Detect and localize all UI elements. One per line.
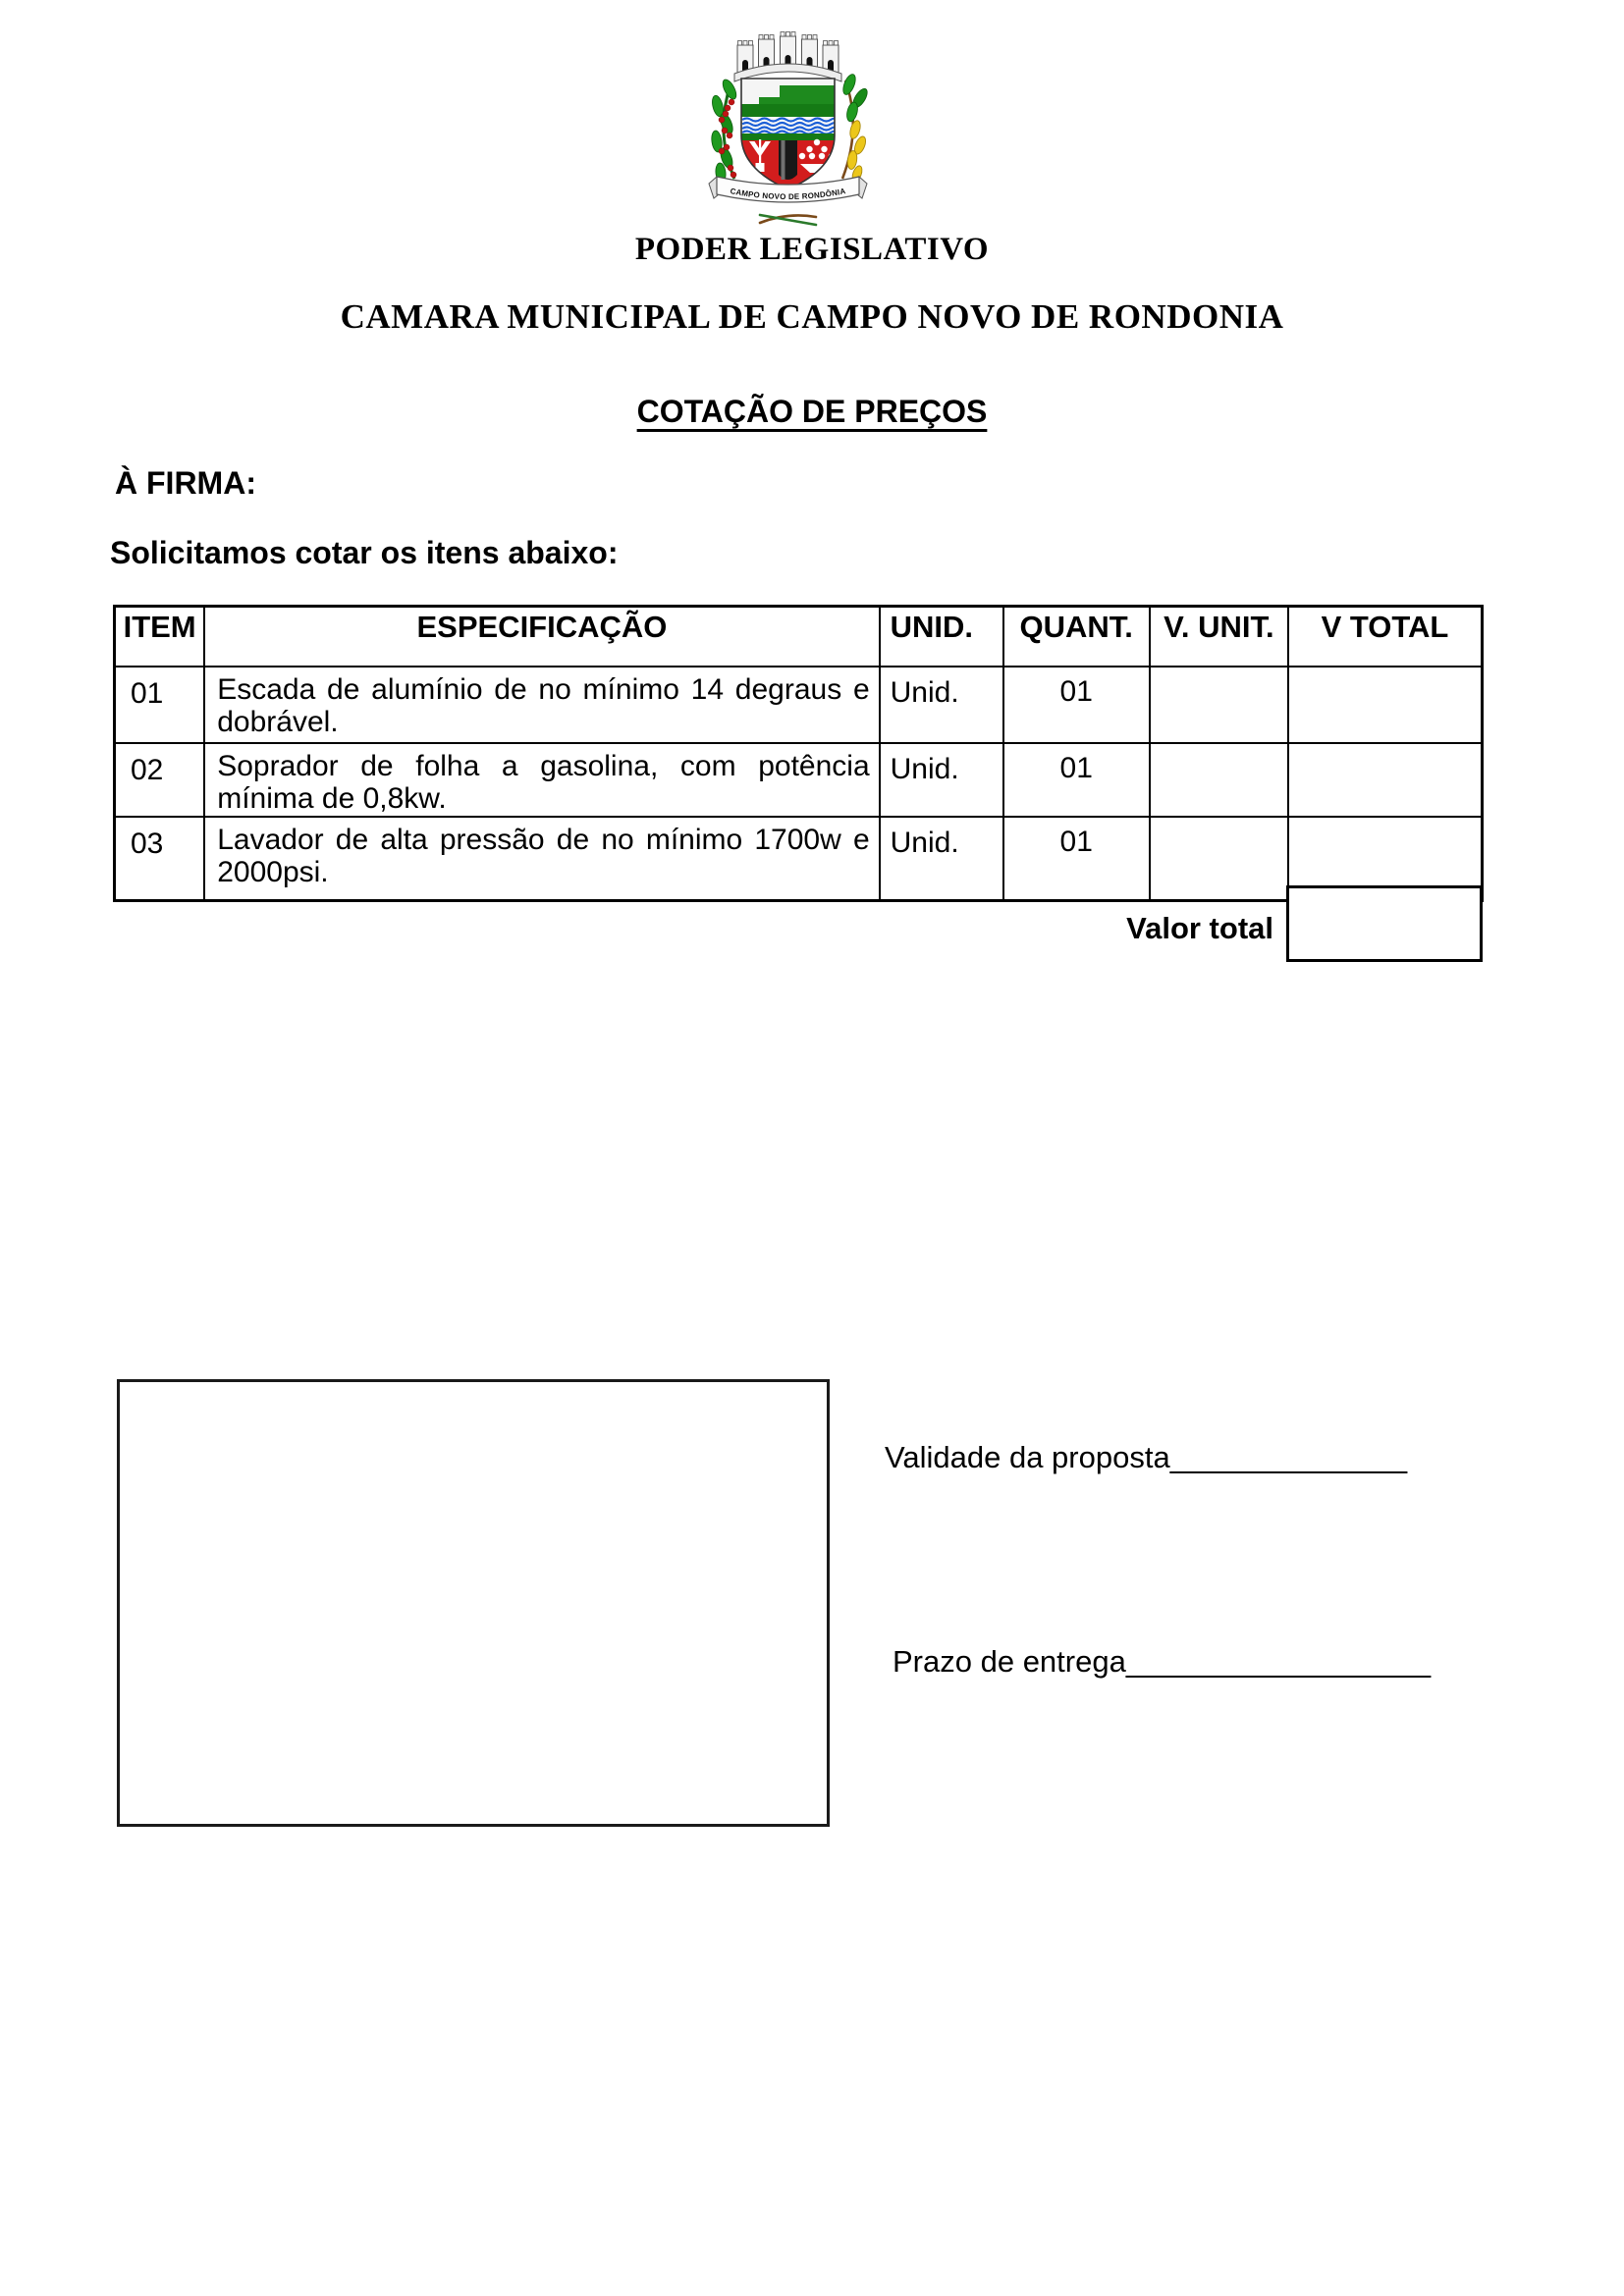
blank-notes-box: [117, 1379, 830, 1827]
delivery-deadline-line: Prazo de entrega__________________: [893, 1644, 1432, 1679]
item-total-value-cell: [1288, 743, 1483, 817]
item-unit-cell: Unid.: [880, 817, 1003, 901]
crest-mural-crown: [734, 32, 841, 82]
municipal-crest-icon: [705, 29, 871, 229]
item-total-value-cell: [1288, 667, 1483, 743]
legislative-power-heading: PODER LEGISLATIVO: [634, 232, 990, 267]
quotation-table: [113, 605, 1484, 902]
column-header-item: ITEM: [115, 607, 205, 667]
item-number-cell: 02: [115, 743, 205, 817]
table-row: [115, 743, 1483, 817]
item-quantity-cell: 01: [1003, 743, 1150, 817]
crest-left-branch: [710, 78, 738, 184]
item-quantity-cell: 01: [1003, 667, 1150, 743]
item-spec-cell: Soprador de folha a gasolina, com potência mínima de 0,8kw.: [204, 743, 879, 817]
item-quantity-cell: 01: [1003, 817, 1150, 901]
item-number-cell: 03: [115, 817, 205, 901]
table-row: [115, 817, 1483, 901]
table-header-row: [115, 607, 1483, 667]
item-unit-value-cell: [1150, 817, 1288, 901]
proposal-validity-line: Validade da proposta______________: [885, 1440, 1408, 1474]
document-title: COTAÇÃO DE PREÇOS: [636, 394, 988, 429]
column-header-unit: UNID.: [880, 607, 1003, 667]
crest-banner-text: CAMPO NOVO DE RONDÔNIA: [729, 187, 847, 202]
item-unit-cell: Unid.: [880, 743, 1003, 817]
valor-total-label: Valor total: [1126, 911, 1273, 945]
item-number-cell: 01: [115, 667, 205, 743]
crest-shield: [741, 79, 839, 191]
valor-total-box: [1286, 885, 1483, 962]
item-unit-value-cell: [1150, 743, 1288, 817]
crest-right-branch: [840, 73, 870, 183]
item-spec-cell: Lavador de alta pressão de no mínimo 1700w e 2000psi.: [204, 817, 879, 901]
column-header-spec: ESPECIFICAÇÃO: [204, 607, 879, 667]
item-spec-cell: Escada de alumínio de no mínimo 14 degraus e dobrável.: [204, 667, 879, 743]
column-header-total-value: V TOTAL: [1288, 607, 1483, 667]
request-line: Solicitamos cotar os itens abaixo:: [110, 535, 619, 570]
column-header-quantity: QUANT.: [1003, 607, 1150, 667]
municipal-chamber-heading: CAMARA MUNICIPAL DE CAMPO NOVO DE RONDONIA: [340, 297, 1284, 336]
item-unit-value-cell: [1150, 667, 1288, 743]
item-unit-cell: Unid.: [880, 667, 1003, 743]
table-row: [115, 667, 1483, 743]
crest-crossed-twigs: [760, 215, 816, 225]
to-firm-label: À FIRMA:: [115, 465, 256, 501]
column-header-unit-value: V. UNIT.: [1150, 607, 1288, 667]
